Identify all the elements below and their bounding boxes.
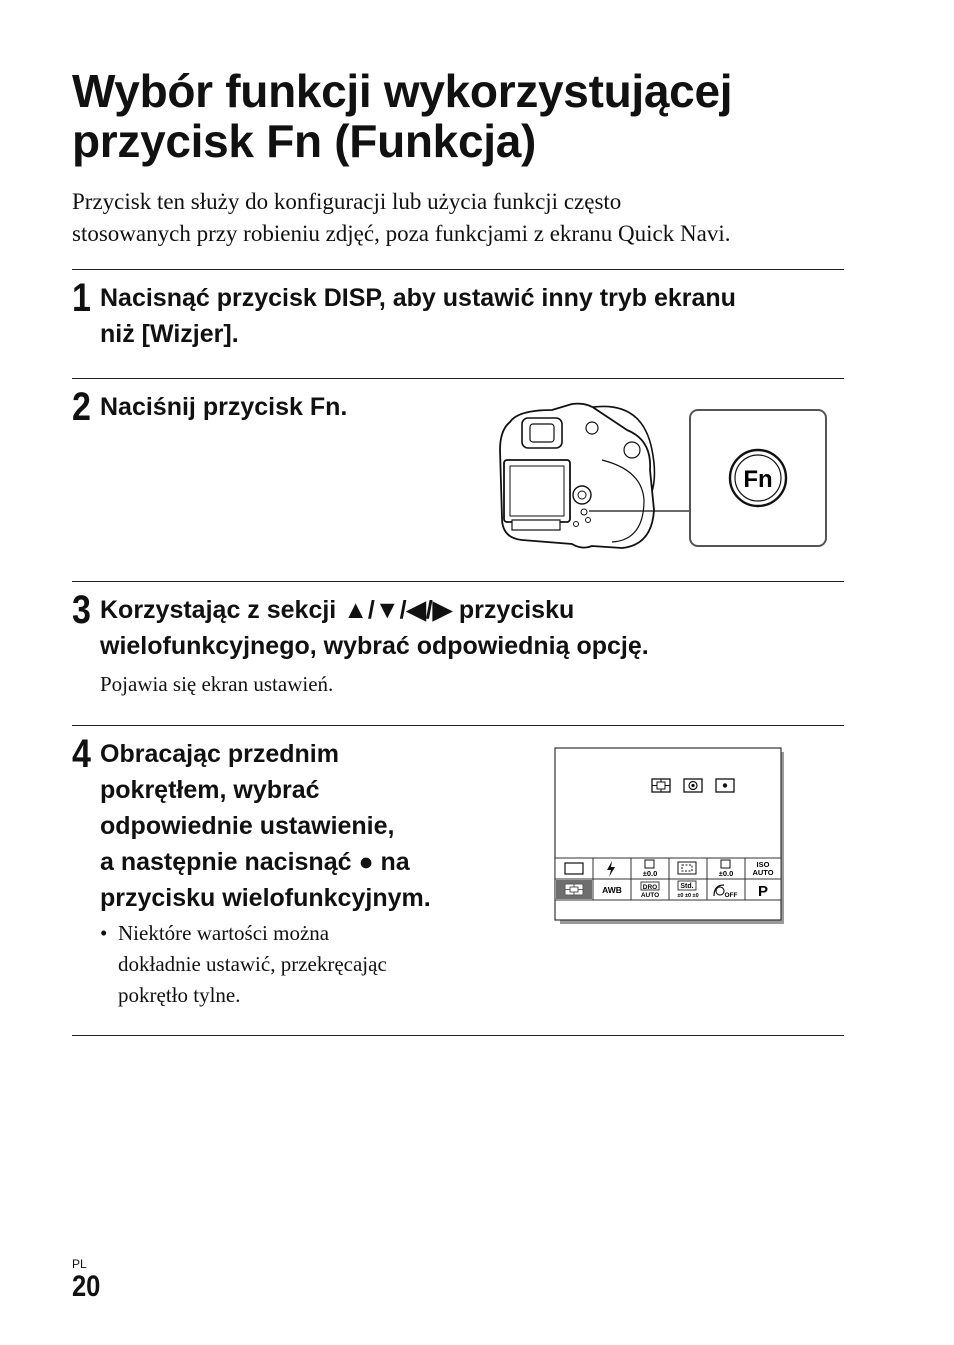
divider (72, 269, 844, 270)
dro-value: AUTO (640, 892, 660, 899)
step-4-bullet (100, 918, 480, 1011)
step-2-line-1: Naciśnij przycisk Fn. (100, 393, 348, 421)
step-number-4: 4 (72, 732, 91, 776)
center-weighted-metering-icon (684, 779, 702, 792)
function-menu-panel (555, 858, 781, 900)
iso-value: AUTO (752, 868, 774, 877)
step-1-line-1: Nacisnąć przycisk DISP, aby ustawić inny tryb ekranu (100, 284, 736, 312)
metering-mode-icon (565, 884, 583, 895)
shooting-mode-value: P (757, 883, 769, 900)
focus-area-icon (678, 862, 696, 874)
step-number-1: 1 (72, 276, 91, 320)
step-4-line-2: pokrętłem, wybrać (100, 776, 320, 804)
page-title-line-2: przycisk Fn (Funkcja) (72, 115, 537, 167)
step-number-3: 3 (72, 588, 91, 632)
step-2-instruction (100, 389, 480, 425)
intro-paragraph (72, 186, 862, 250)
step-4-line-1: Obracając przednim (100, 740, 339, 768)
step-3-note: Pojawia się ekran ustawień. (100, 672, 334, 696)
bullet-text (100, 918, 480, 1011)
creative-style-values: ±0 ±0 ±0 (677, 893, 699, 899)
step-1-instruction (100, 280, 860, 352)
settings-screen-illustration (552, 746, 788, 926)
exposure-compensation-icon (721, 860, 730, 868)
flash-comp-value: ±0.0 (642, 869, 658, 878)
white-balance-value: AWB (602, 885, 622, 895)
divider (72, 378, 844, 379)
multi-segment-metering-icon (652, 779, 670, 792)
flash-compensation-icon (645, 860, 654, 868)
page-title-line-1: Wybór funkcji wykorzystującej (72, 65, 733, 117)
page-number: 20 (72, 1270, 101, 1303)
bullet-dot: • (100, 921, 108, 945)
divider (72, 1035, 844, 1036)
step-4-line-4: a następnie nacisnąć ● na (100, 848, 410, 876)
step-3-line-2: wielofunkcyjnego, wybrać odpowiednią opcję. (100, 632, 649, 660)
dro-label: DRO (642, 884, 658, 891)
fn-button-label: Fn (743, 466, 773, 493)
bullet-line-3: pokrętło tylne. (118, 983, 241, 1007)
bullet-line-1: Niektóre wartości można (118, 921, 330, 945)
intro-line-2: stosowanych przy robieniu zdjęć, poza funkcjami z ekranu Quick Navi. (72, 221, 731, 246)
language-code: PL (72, 1257, 87, 1271)
page-title (72, 66, 872, 166)
step-4-line-5: przycisku wielofunkcyjnym. (100, 884, 431, 912)
camera-illustration (492, 400, 832, 552)
step-number-2: 2 (72, 385, 91, 429)
creative-style-label: Std. (680, 883, 694, 890)
iso-label: ISO (756, 860, 770, 869)
step-3-line-1: Korzystając z sekcji ▲/▼/◀/▶ przycisku (100, 596, 575, 624)
spot-metering-icon (716, 779, 734, 792)
divider (72, 725, 844, 726)
divider (72, 581, 844, 582)
picture-effect-value: OFF (724, 892, 738, 899)
step-1-line-2: niż [Wizjer]. (100, 320, 239, 348)
step-4-line-3: odpowiednie ustawienie, (100, 812, 395, 840)
step-3-instruction (100, 592, 860, 664)
exposure-comp-value: ±0.0 (718, 869, 734, 878)
intro-line-1: Przycisk ten służy do konfiguracji lub użycia funkcji często (72, 189, 622, 214)
step-4-instruction (100, 736, 520, 916)
bullet-line-2: dokładnie ustawić, przekręcając (118, 952, 387, 976)
drive-mode-icon (565, 863, 583, 874)
